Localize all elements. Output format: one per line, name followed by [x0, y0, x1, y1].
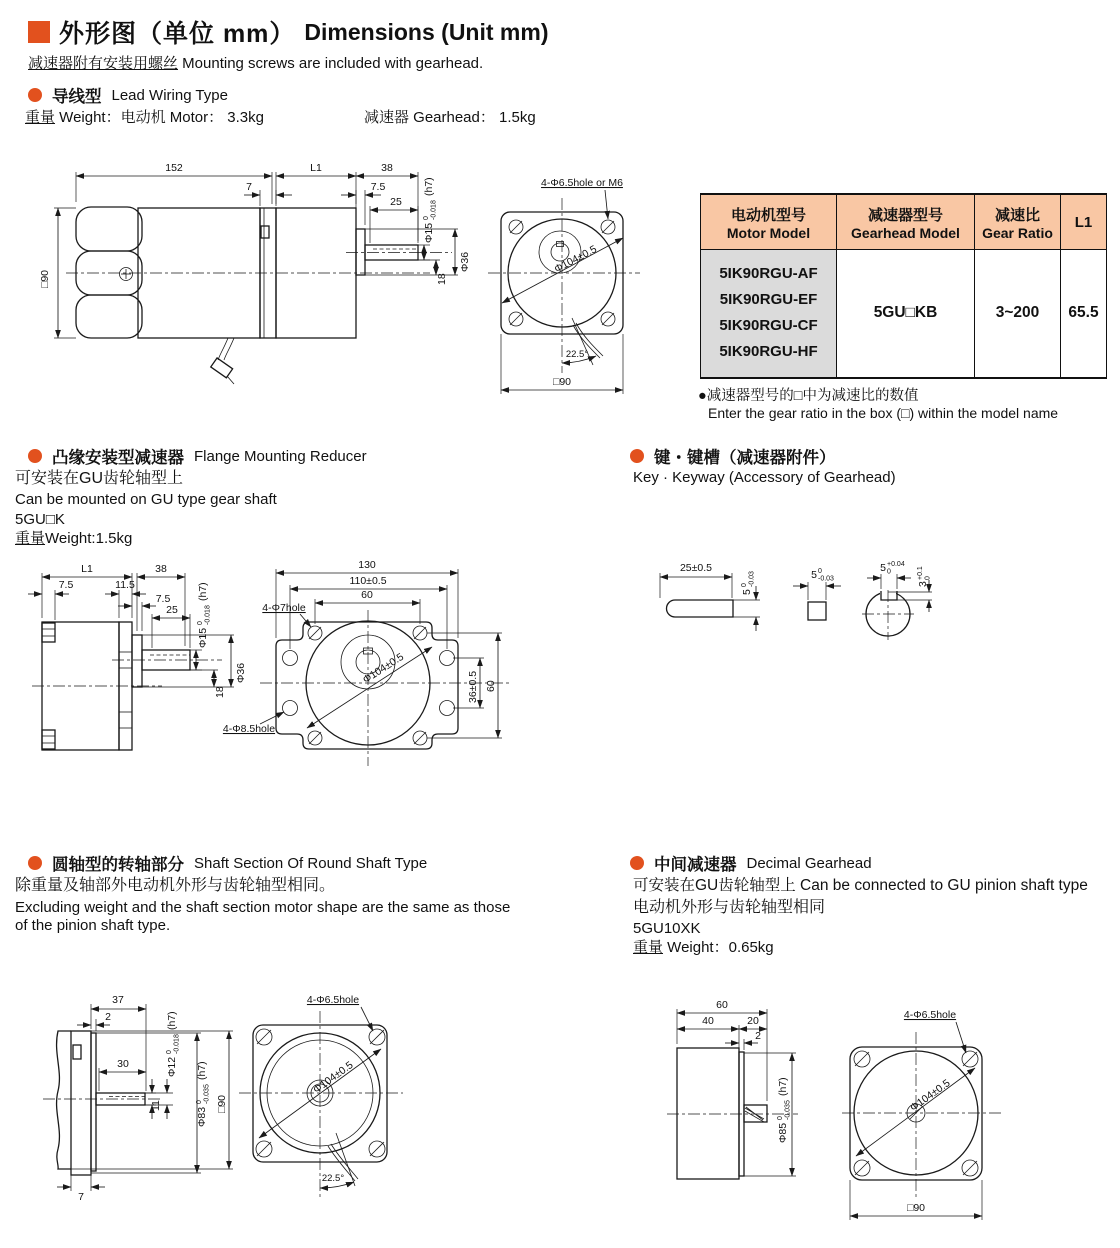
svg-text:L1: L1 [310, 162, 322, 174]
svg-text:0: 0 [423, 216, 430, 220]
page-title-zh: 外形图（单位 mm） [59, 20, 296, 48]
flange-heading-zh: 凸缘安装型减速器 [52, 449, 184, 467]
svg-text:Φ15: Φ15 [197, 627, 209, 648]
svg-text:0: 0 [818, 568, 822, 575]
svg-text:22.5°: 22.5° [565, 349, 589, 360]
svg-text:5: 5 [880, 562, 886, 574]
svg-text:(h7): (h7) [166, 1011, 178, 1030]
svg-text:(h7): (h7) [197, 582, 209, 601]
svg-text:Φ104±0.5: Φ104±0.5 [360, 650, 407, 687]
svg-text:+0.1: +0.1 [917, 566, 924, 580]
motor-outline [66, 207, 452, 384]
svg-text:60: 60 [361, 589, 373, 601]
model-row: 5IK90RGU-CF [719, 317, 818, 335]
bullet-icon [630, 856, 644, 870]
svg-text:7.5: 7.5 [155, 593, 171, 605]
svg-text:4-Φ8.5hole: 4-Φ8.5hole [222, 723, 276, 735]
svg-text:Φ36: Φ36 [235, 662, 247, 683]
weight-motor: Weight：电动机 Motor： 3.3kg [55, 109, 264, 126]
decimal-line4 [633, 938, 774, 958]
svg-text:-0.035: -0.035 [784, 1100, 792, 1120]
section-round-shaft [28, 851, 427, 875]
lead-weight-line [25, 108, 536, 128]
flange-weight-val: Weight:1.5kg [45, 530, 133, 547]
svg-text:Φ36: Φ36 [459, 251, 471, 272]
dim-phi15 [423, 177, 438, 243]
svg-text:40: 40 [702, 1015, 714, 1027]
svg-text:18: 18 [436, 273, 448, 285]
svg-text:5: 5 [811, 569, 817, 581]
decimal-heading-en: Decimal Gearhead [746, 854, 872, 872]
svg-text:L1: L1 [81, 563, 93, 575]
svg-text:38: 38 [381, 162, 393, 174]
col-gearhead-model: 减速器型号 Gearhead Model [837, 194, 975, 250]
bullet-icon [630, 449, 644, 463]
bullet-icon [28, 856, 42, 870]
title-square-icon [28, 21, 50, 43]
bullet-icon [28, 449, 42, 463]
shaft-heading-en: Shaft Section Of Round Shaft Type [194, 854, 428, 872]
svg-text:60: 60 [716, 999, 728, 1011]
svg-text:18: 18 [214, 686, 226, 698]
section-flange-reducer [28, 444, 367, 468]
svg-text:0: 0 [777, 1116, 784, 1120]
shaft-line2: Excluding weight and the shaft section motor shape are the same as those [15, 899, 511, 916]
svg-text:-0.018: -0.018 [204, 605, 212, 625]
flange-line4 [15, 529, 132, 549]
svg-text:4-Φ6.5hole: 4-Φ6.5hole [903, 1009, 957, 1021]
svg-text:Φ104±0.5: Φ104±0.5 [907, 1077, 953, 1115]
svg-text:□90: □90 [39, 269, 51, 288]
col-gear-ratio: 减速比 Gear Ratio [975, 194, 1061, 250]
svg-text:(h7): (h7) [777, 1077, 789, 1096]
col-l1: L1 [1061, 194, 1107, 250]
key-heading-en: Key · Keyway (Accessory of Gearhead) [633, 469, 896, 486]
bullet-icon [28, 88, 42, 102]
spec-table [700, 193, 1107, 379]
svg-text:36±0.5: 36±0.5 [467, 670, 479, 703]
drawing-lead-wiring-face [480, 168, 705, 413]
svg-text:11.5: 11.5 [115, 579, 135, 591]
page-subtitle [28, 52, 483, 73]
drawing-flange-side [22, 552, 252, 787]
decimal-line3: 5GU10XK [633, 920, 701, 937]
weight-label-zh: 重量 [25, 109, 56, 126]
svg-text:38: 38 [155, 563, 167, 575]
decimal-line2: 电动机外形与齿轮轴型相同 [633, 899, 826, 916]
key-heading-zh: 键・键槽（减速器附件） [654, 449, 836, 467]
section-key-keyway [630, 444, 836, 468]
svg-text:-0.018: -0.018 [173, 1034, 181, 1054]
section-decimal-gearhead [630, 851, 872, 875]
svg-text:-0.018: -0.018 [430, 200, 438, 220]
motor-dimensions [39, 162, 471, 338]
decimal-dimensions [677, 999, 796, 1176]
svg-text:Φ15: Φ15 [423, 222, 435, 243]
subtitle-en: Mounting screws are included with gearhead. [178, 55, 484, 72]
page-title-en: Dimensions (Unit mm) [304, 18, 549, 45]
svg-text:60: 60 [485, 680, 497, 692]
svg-text:7.5: 7.5 [58, 579, 74, 591]
svg-text:2: 2 [105, 1011, 111, 1023]
decimal-line1: 可安装在GU齿轮轴型上 Can be connected to GU pinion shaft type [633, 877, 1088, 894]
svg-text:-0.035: -0.035 [203, 1084, 211, 1104]
svg-text:0: 0 [887, 568, 891, 576]
section-lead-wiring [28, 83, 228, 107]
drawing-decimal-face [842, 986, 1112, 1241]
svg-text:11: 11 [150, 1100, 162, 1111]
weight-gearhead: 减速器 Gearhead： 1.5kg [363, 109, 536, 126]
flange-weight-zh: 重量 [15, 530, 46, 547]
face-outline [239, 1011, 403, 1198]
decimal-face-outline [842, 1032, 1002, 1198]
svg-text:(h7): (h7) [196, 1061, 208, 1080]
svg-text:Φ83: Φ83 [196, 1106, 208, 1127]
cell-gearhead-model: 5GU□KB [837, 250, 975, 378]
flange-line3: 5GU□K [15, 511, 65, 528]
svg-text:4-Φ6.5hole or M6: 4-Φ6.5hole or M6 [541, 177, 623, 189]
shaft-keyway-section [862, 561, 932, 640]
drawing-key-keyway [632, 540, 982, 660]
svg-text:0: 0 [197, 621, 204, 625]
reducer-dimensions [28, 563, 247, 698]
model-row: 5IK90RGU-EF [719, 291, 818, 309]
lead-heading-en: Lead Wiring Type [111, 86, 228, 104]
svg-text:152: 152 [165, 162, 183, 174]
svg-text:25: 25 [166, 604, 178, 616]
cell-motor-models [701, 250, 837, 378]
flange-line1: 可安装在GU齿轮轴型上 [15, 470, 184, 487]
svg-text:130: 130 [358, 559, 376, 571]
svg-text:-0.03: -0.03 [748, 571, 756, 587]
table-note-en: Enter the gear ratio in the box (□) within the model name [708, 405, 1059, 421]
flange-line2: Can be mounted on GU type gear shaft [15, 491, 277, 508]
drawing-flange-face [222, 552, 557, 787]
flange-dimensions [223, 559, 502, 738]
drawing-round-shaft-side [25, 983, 240, 1238]
subtitle-zh: 减速器附有安装用螺丝 [28, 55, 179, 72]
svg-text:+0.04: +0.04 [887, 561, 905, 568]
drawing-lead-wiring-side [28, 150, 483, 390]
key-side [660, 562, 760, 631]
svg-text:7: 7 [246, 181, 252, 193]
svg-text:0: 0 [741, 583, 748, 587]
svg-text:3: 3 [917, 581, 929, 587]
shaft-line3: of the pinion shaft type. [15, 917, 171, 934]
col-motor-model: 电动机型号 Motor Model [701, 194, 837, 250]
drawing-decimal-side [650, 983, 865, 1233]
shaft-heading-zh: 圆轴型的转轴部分 [52, 856, 184, 874]
model-row: 5IK90RGU-AF [719, 265, 818, 283]
decimal-outline [667, 1048, 798, 1179]
model-row: 5IK90RGU-HF [719, 343, 818, 361]
flange-heading-en: Flange Mounting Reducer [194, 447, 367, 465]
svg-text:2: 2 [755, 1030, 761, 1042]
svg-text:25±0.5: 25±0.5 [679, 562, 713, 574]
flange-face-outline [488, 198, 640, 373]
svg-text:25: 25 [390, 196, 402, 208]
svg-text:7: 7 [78, 1191, 84, 1203]
svg-text:□90: □90 [216, 1094, 228, 1113]
cell-gear-ratio: 3~200 [975, 250, 1061, 378]
svg-text:Φ104±0.5: Φ104±0.5 [552, 243, 599, 276]
shaft-line1: 除重量及轴部外电动机外形与齿轮轴型相同。 [15, 877, 336, 894]
decimal-weight-val: Weight：0.65kg [663, 939, 774, 956]
svg-text:0: 0 [166, 1050, 173, 1054]
svg-text:Φ85: Φ85 [777, 1122, 789, 1143]
svg-text:110±0.5: 110±0.5 [349, 575, 387, 587]
svg-text:Φ104±0.5: Φ104±0.5 [310, 1059, 356, 1097]
svg-text:7.5: 7.5 [370, 181, 386, 193]
svg-text:5: 5 [741, 589, 753, 595]
reducer-outline [32, 622, 222, 750]
lead-heading-zh: 导线型 [52, 88, 102, 106]
svg-text:□90: □90 [906, 1202, 926, 1214]
svg-text:0: 0 [924, 576, 932, 580]
decimal-weight-zh: 重量 [633, 939, 664, 956]
page-title [28, 14, 548, 50]
svg-text:4-Φ6.5hole: 4-Φ6.5hole [306, 994, 360, 1006]
svg-text:(h7): (h7) [423, 177, 435, 196]
decimal-heading-zh: 中间减速器 [654, 856, 737, 874]
key-section [793, 568, 841, 620]
svg-text:20: 20 [747, 1015, 759, 1027]
svg-text:4-Φ7hole: 4-Φ7hole [262, 602, 306, 614]
drawing-round-shaft-face [233, 983, 453, 1243]
svg-text:30: 30 [117, 1058, 129, 1070]
shaft-outline [43, 1031, 161, 1175]
svg-text:Φ12: Φ12 [166, 1056, 178, 1077]
svg-text:-0.03: -0.03 [818, 575, 834, 583]
svg-text:22.5°: 22.5° [321, 1173, 345, 1184]
cell-l1: 65.5 [1061, 250, 1107, 378]
svg-text:0: 0 [196, 1100, 203, 1104]
svg-text:□90: □90 [552, 376, 572, 388]
table-note [698, 384, 1058, 421]
svg-text:37: 37 [112, 994, 124, 1006]
table-note-zh: ●减速器型号的□中为减速比的数值 [698, 388, 919, 404]
